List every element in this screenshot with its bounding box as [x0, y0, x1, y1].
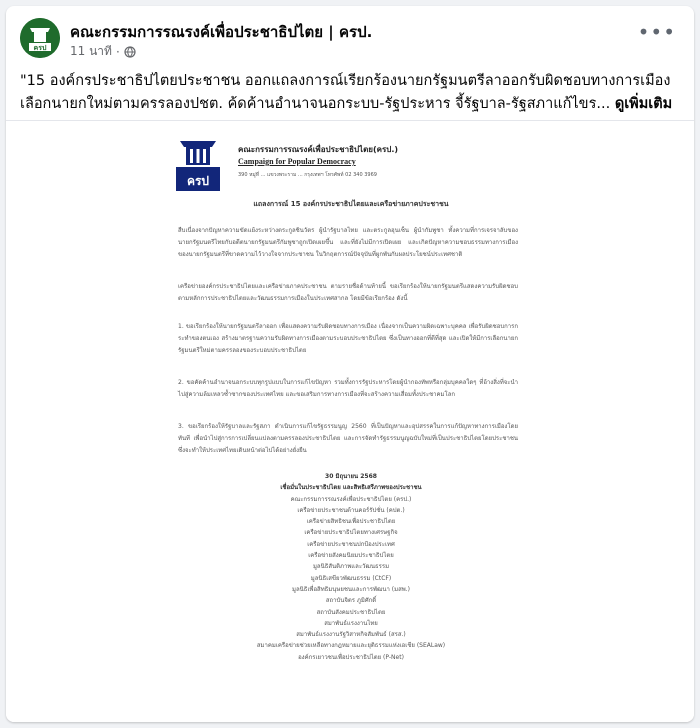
page-avatar[interactable] — [20, 18, 60, 58]
signatory: เครือข่ายประชาธิปไตยทางเศรษฐกิจ — [304, 529, 398, 537]
org-name-thai: คณะกรรมการรณรงค์เพื่อประชาธิปไตย(ครป.) — [238, 145, 399, 154]
more-options-button[interactable]: ••• — [637, 20, 676, 44]
post-body: "15 องค์กรประชาธิปไตยประชาชน ออกแถลงการณ์เรียกร้องนายกรัฐมนตรีลาออกรับผิดชอบทางการเมือง เลือกนายกใหม่ตามครรลองปชต. ค้ดค้านอำนาจนอกระบบ-รัฐประหาร จี้รัฐบาล-รัฐสภาแก้ไขร... — [20, 73, 671, 112]
meta-separator: · — [115, 44, 120, 59]
org-address: 390 หมู่ที่ ... แขวงพระราม ... กรุงเทพฯ โทรศัพท์ 02 340 3969 — [238, 172, 377, 178]
statement-title: แถลงการณ์ 15 องค์กรประชาธิปไตยและเครือข่ายภาคประชาชน — [253, 200, 449, 208]
signatory: สถาบันจิตร ภูมิศักดิ์ — [325, 597, 377, 605]
ccd-logo-icon — [20, 18, 60, 58]
signatory: เครือข่ายประชาชนปกป้องประเทศ — [307, 540, 395, 548]
post-card — [6, 6, 694, 722]
page-name[interactable]: คณะกรรมการรณรงค์เพื่อประชาธิปไตย | ครป. — [70, 23, 373, 41]
globe-icon — [124, 46, 136, 58]
statement-date: 30 มิถุนายน 2568 — [325, 473, 377, 480]
ccd-logo — [174, 139, 222, 193]
signatory: คณะกรรมการรณรงค์เพื่อประชาธิปไตย (ครป.) — [290, 495, 412, 503]
post-meta — [70, 42, 136, 61]
signature-block — [166, 471, 536, 663]
signatory: สมาคมเครือข่ายช่วยเหลือทางกฎหมายและยุติธรรมแห่งเอเชีย (SEALaw) — [256, 642, 446, 650]
signatory: องค์กรเยาวชนเพื่อประชาธิปไตย (P-Net) — [298, 653, 404, 661]
signatory: มูลนิธิสันติภาพและวัฒนธรรม — [312, 563, 390, 571]
demand-1: 1. ขอเรียกร้องให้นายกรัฐมนตรีลาออก เพื่อแสดงความรับผิดชอบทางการเมือง เนื่องจากเป็นความผิดเฉพาะบุคคล เพื่อรับผิดชอบการกระทำของตนเอง สร้างมาตรฐานความรับผิดทางการเมืองตามระบอบประชาธิปไตย ซึ่งเป็นทางออกที่ดีที่สุด และเปิดให้มีการเลือกนายกรัฐมนตรีใหม่ตามครรลองของระบอบประชาธิปไตย — [178, 323, 518, 354]
signatory: สมาพันธ์แรงงานรัฐวิสาหกิจสัมพันธ์ (สรส.) — [296, 631, 406, 639]
org-name-english: Campaign for Popular Democracy — [238, 157, 356, 166]
demand-3: 3. ขอเรียกร้องให้รัฐบาลและรัฐสภา ดำเนินการแก้ไขรัฐธรรมนูญ 2560 ที่เป็นปัญหาและอุปสรรคในการแก้ปัญหาทางการเมืองโดยทันที เพื่อนำไปสู่การการเปลี่ยนแปลงตามครรลองประชาธิปไตย และการจัดทำรัฐธรรมนูญฉบับใหม่ที่เป็นประชาธิปไตยโดยประชาชน ซึ่งจะทำให้ประเทศไทยเดินหน้าต่อไปได้อย่างยั่งยืน — [178, 423, 518, 454]
demand-2: 2. ขอคัดค้านอำนาจนอกระบบทุกรูปแบบในการแก้ไขปัญหา รวมทั้งการรัฐประหารโดยผู้นำกองทัพหรือกลุ่มบุคคลใดๆ ที่อ้างสิ่งที่จะนำไปสู่ความล้มเหลวซ้ำซากของประเทศไทย และขอเสริมการทางการเมืองที่จะสร้างความเสื่อมทั้งประชาคมโลก — [178, 379, 518, 398]
signatory: เครือข่ายสังคมนิยมประชาธิปไตย — [308, 552, 394, 560]
post-timestamp[interactable]: 11 นาที — [70, 44, 112, 58]
statement-paragraph: เครือข่ายองค์กรประชาธิปไตยและเครือข่ายภาคประชาชน ตามรายชื่อด้านท้ายนี้ ขอเรียกร้องให้นายกรัฐมนตรีแสดงความรับผิดชอบตามหลักการประชาธิปไตยและวัฒนธรรมการเมืองในประเทศสากล โดยมีข้อเรียกร้อง ดังนี้ — [178, 283, 518, 302]
svg-text:ครป: ครป — [186, 174, 210, 188]
signatory: มูลนิธิเสขียวพัฒนธรรม (CtCF) — [310, 574, 392, 582]
signatory: เครือข่ายสิทธิชนเพื่อประชาธิปไตย — [306, 518, 396, 526]
statement-paragraph: สืบเนื่องจากปัญหาความขัดแย้งระหว่างตระกูลชินวัตร ผู้นำรัฐบาลไทย และตระกูลฮุนเซ็น ผู้นำกัมพูชา ทั้งความที่การเจรจาลับของนายกรัฐมนตรีไทยกับอดีตนายกรัฐมนตรีกัมพูชาถูกเปิดเผยขึ้น และที่ยังไม่มีการเปิดเผย และเกิดปัญหาความชอบธรรมทางการเมืองของนายกรัฐมนตรีที่ขาดความไว้วางใจจากประชาชน ในวิกฤตการณ์ปัจจุบันที่ผูกพันกับผลประโยชน์ประเทศชาติ — [178, 227, 518, 258]
signatory: มูลนิธิเพื่อสิทธิมนุษยชนและการพัฒนา (มสพ.) — [292, 585, 410, 593]
post-text — [20, 70, 684, 116]
see-more-link[interactable]: ดูเพิ่มเติม — [614, 96, 673, 112]
signatory: สถาบันสังคมประชาธิปไตย — [316, 608, 386, 616]
post-image[interactable] — [6, 120, 694, 722]
signatory: เครือข่ายประชาชนต้านคอร์รัปชั่น (คปต.) — [297, 506, 405, 514]
svg-text:ครป: ครป — [33, 44, 47, 52]
statement-signoff: เชื่อมั่นในประชาธิปไตย และสิทธิเสรีภาพของประชาชน — [280, 484, 422, 492]
signatory: สมาพันธ์แรงงานไทย — [324, 619, 378, 627]
